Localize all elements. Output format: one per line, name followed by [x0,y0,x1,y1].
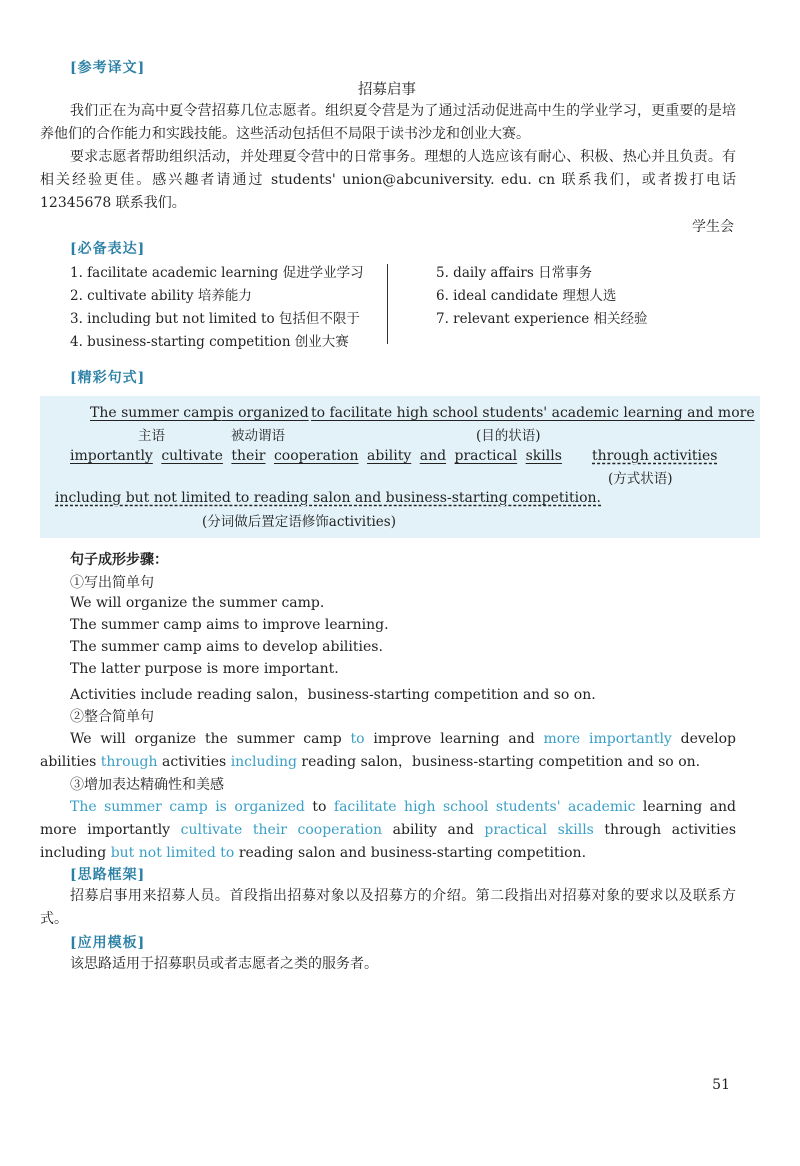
section-header-framework: [思路框架] [70,867,146,883]
step-1-line: The summer camp aims to develop abilities. [70,639,383,655]
steps-title: 句子成形步骤： [70,552,168,568]
step-2-title: ②整合简单句 [70,709,154,725]
text-run: activities [157,754,231,770]
step-1-title: ①写出简单句 [70,575,154,591]
label-purpose-adverbial: (目的状语) [476,428,541,444]
word: ability [366,448,412,464]
label-passive-predicate: 被动谓语 [231,428,285,444]
word: cultivate [161,448,223,464]
sentence-purpose-adverbial: to facilitate high school students' academic learning and more [311,405,755,421]
sentence-line-2 [70,448,562,464]
section-header-expressions: [必备表达] [70,241,146,257]
word: practical [454,448,518,464]
text-run: We will organize the summer camp [70,731,351,747]
notice-title: 招募启事 [358,82,416,98]
word: importantly [70,448,153,464]
expression-item: 1. facilitate academic learning 促进学业学习 [70,265,364,281]
step-1-line: The summer camp aims to improve learning. [70,617,389,633]
word: and [419,448,447,464]
sentence-predicate: is organized [222,405,309,421]
section-header-translation: [参考译文] [70,60,146,76]
text-run: reading salon and business-starting competition. [234,845,587,861]
word: skills [525,448,562,464]
translation-paragraph-1: 我们正在为高中夏令营招募几位志愿者。组织夏令营是为了通过活动促进高中生的学业学习，更重要的是培养他们的合作能力和实践技能。这些活动包括但不局限于读书沙龙和创业大赛。 [40,103,736,142]
step-3-paragraph [40,796,736,865]
label-manner-adverbial: (方式状语) [608,471,673,487]
sentence-manner-adverbial: through activities [592,448,718,464]
framework-text: 招募启事用来招募人员。首段指出招募对象以及招募方的介绍。第二段指出对招募对象的要求以及联系方式。 [40,888,736,927]
word: cooperation [273,448,359,464]
text-run: reading salon，business-starting competition and so on. [296,754,701,770]
page-number: 51 [712,1077,730,1093]
section-header-template: [应用模板] [70,935,146,951]
expression-item: 7. relevant experience 相关经验 [436,311,648,327]
text-run: learning and more importantly [40,799,736,838]
highlight-run: cultivate their cooperation [180,822,383,838]
highlight-run: practical skills [484,822,594,838]
signature: 学生会 [692,219,734,235]
sentence-participle-phrase: including but not limited to reading salon and business-starting competition. [55,490,601,506]
expression-item: 5. daily affairs 日常事务 [436,265,593,281]
text-run: ability and [382,822,485,838]
step-1-line: The latter purpose is more important. [70,661,339,677]
highlight-run: including [230,754,297,770]
highlight-run: more importantly [543,731,672,747]
label-participle-attribute: (分词做后置定语修饰activities) [202,514,396,530]
step-3-title: ③增加表达精确性和美感 [70,777,224,793]
expression-item: 3. including but not limited to 包括但不限于 [70,311,360,327]
highlight-run: The summer camp is organized [70,799,305,815]
step-2-paragraph [40,728,736,774]
sentence-subject: The summer camp [90,405,222,421]
text-run: through activities including [40,822,737,861]
highlight-run: facilitate high school students' academic [333,799,636,815]
expression-item: 4. business-starting competition 创业大赛 [70,334,349,350]
text-run: improve learning and [364,731,544,747]
step-1-line: We will organize the summer camp. [70,595,325,611]
expression-item: 6. ideal candidate 理想人选 [436,288,617,304]
highlight-run: but not limited to [110,845,235,861]
text-run: develop abilities [40,731,736,770]
text-run: to [304,799,334,815]
template-text: 该思路适用于招募职员或者志愿者之类的服务者。 [70,956,378,972]
word: their [231,448,266,464]
step-1-line: Activities include reading salon，business-starting competition and so on. [70,687,596,703]
translation-paragraph-2: 要求志愿者帮助组织活动，并处理夏令营中的日常事务。理想的人选应该有耐心、积极、热心并且负责。有相关经验更佳。感兴趣者请通过 students' union@abcuniversity. edu. cn 联系我们，或者拨打电话 12345678 联系我们。 [40,149,736,211]
label-subject: 主语 [138,428,165,444]
highlight-run: through [100,754,158,770]
section-header-sentence: [精彩句式] [70,370,146,386]
column-divider [387,264,388,344]
highlight-run: to [350,731,365,747]
expression-item: 2. cultivate ability 培养能力 [70,288,252,304]
